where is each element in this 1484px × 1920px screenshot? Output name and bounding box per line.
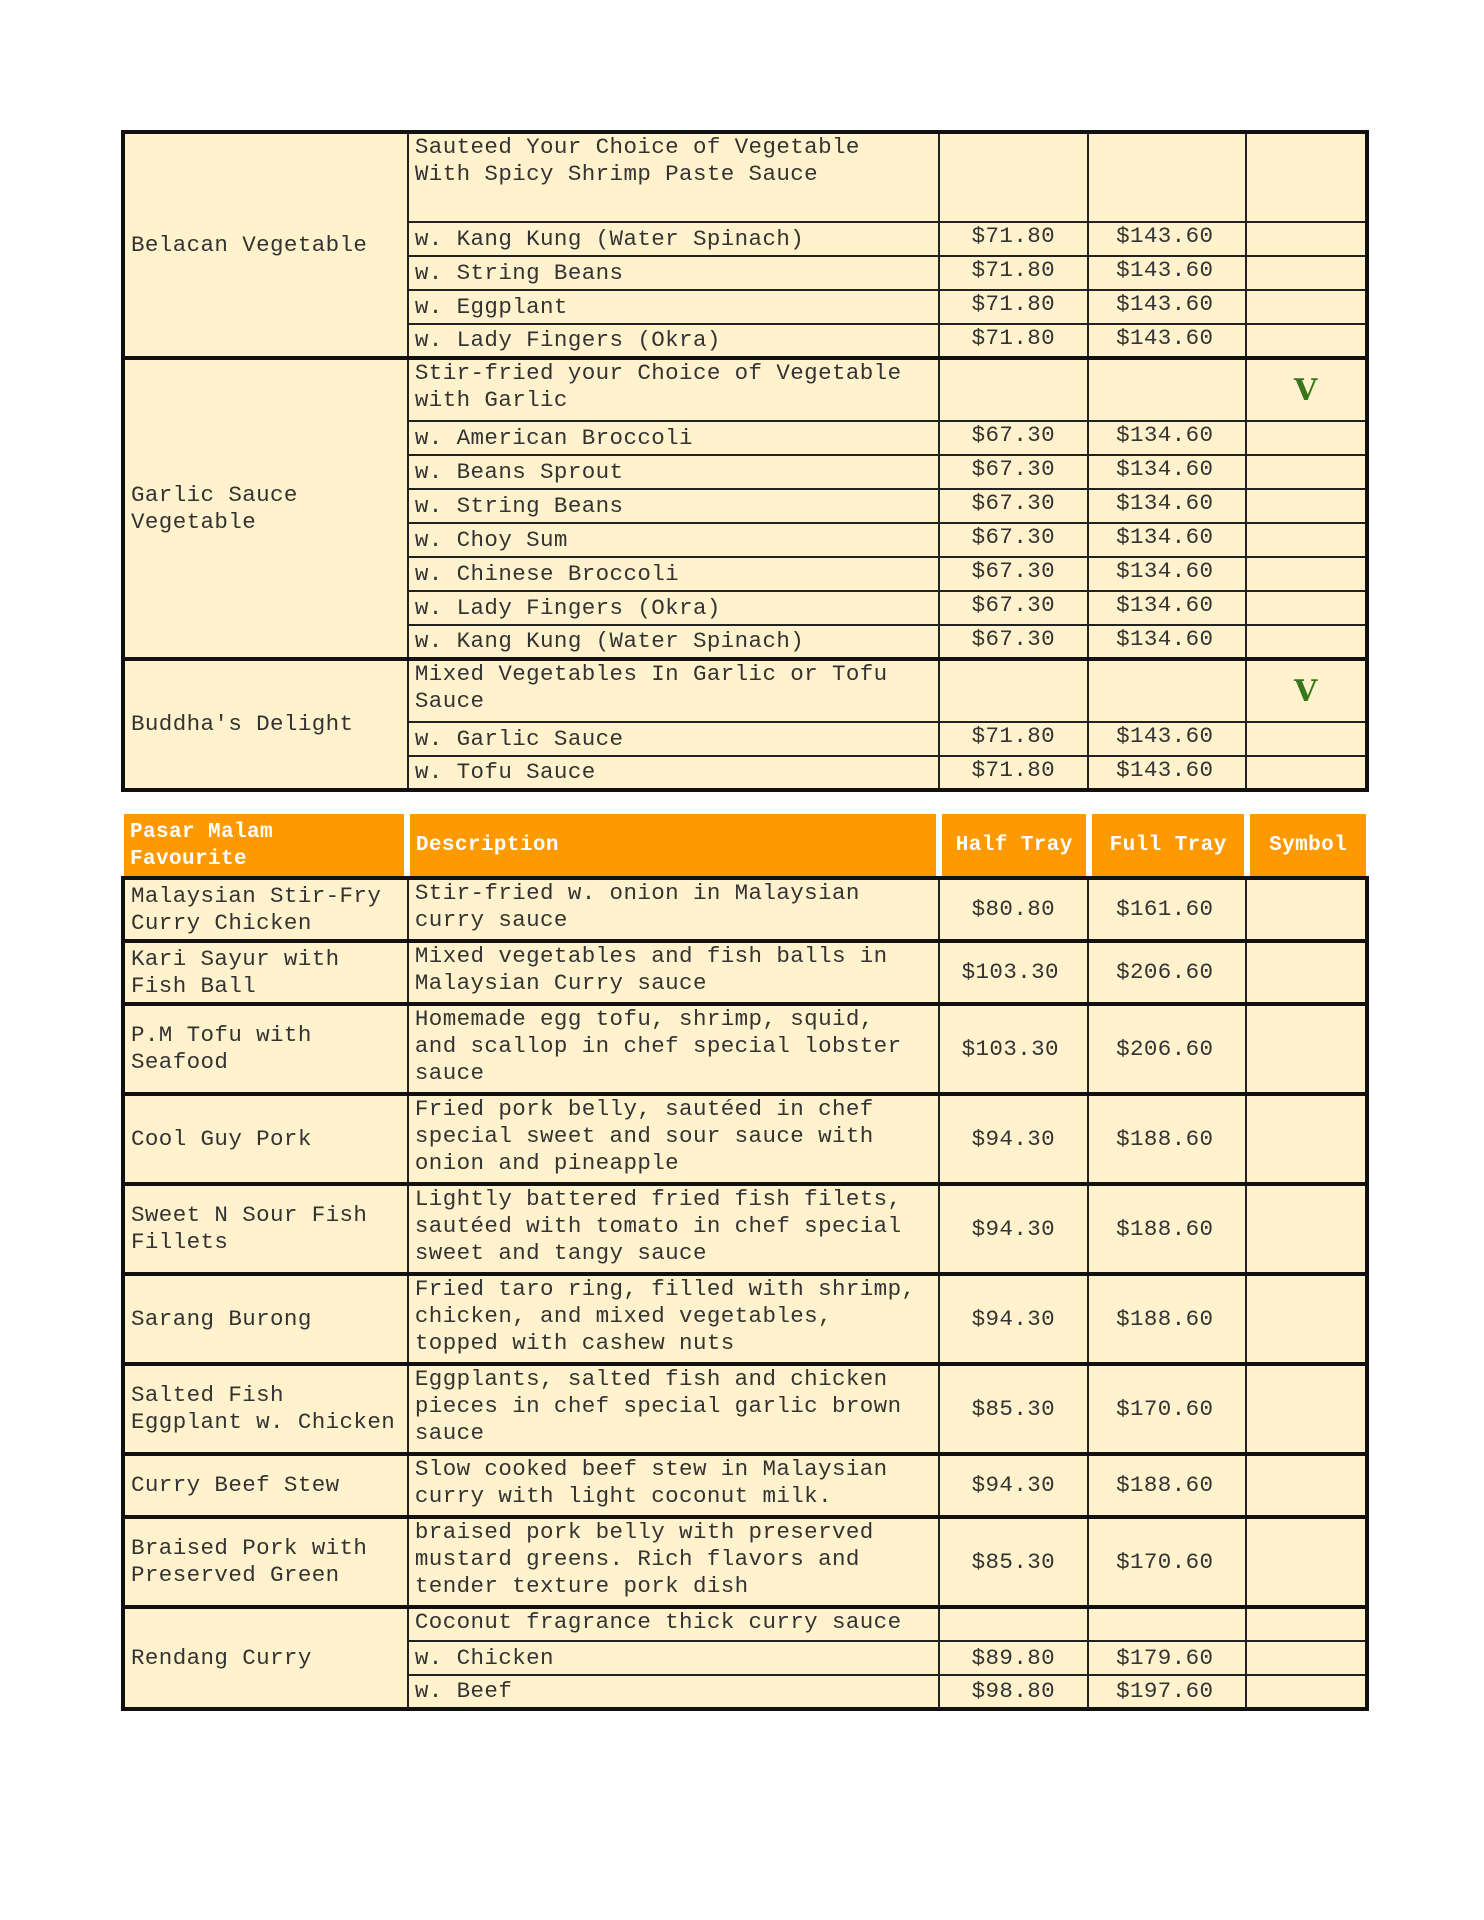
dish-description: Homemade egg tofu, shrimp, squid, and scallop in chef special lobster sauce (408, 1004, 939, 1094)
dish-description: Lightly battered fried fish filets, sautéed with tomato in chef special sweet and tangy sauce (408, 1184, 939, 1274)
half-tray-price: $89.80 (939, 1641, 1088, 1675)
full-tray-price: $197.60 (1088, 1675, 1246, 1709)
dish-name: Rendang Curry (123, 1607, 408, 1709)
pasar-malam-table (121, 876, 1369, 1711)
menu-row (123, 1094, 1367, 1184)
dish-description: Mixed vegetables and fish balls in Malaysian Curry sauce (408, 941, 939, 1004)
full-tray-price: $179.60 (1088, 1641, 1246, 1675)
half-tray-price: $67.30 (939, 455, 1088, 489)
full-tray-price: $188.60 (1088, 1184, 1246, 1274)
dish-name: Belacan Vegetable (123, 132, 408, 358)
half-tray-price: $94.30 (939, 1274, 1088, 1364)
menu-row (123, 1184, 1367, 1274)
option-label: w. String Beans (408, 489, 939, 523)
dish-description: Mixed Vegetables In Garlic or Tofu Sauce (408, 659, 939, 722)
menu-row (123, 659, 1367, 722)
dish-description: Fried pork belly, sautéed in chef special sweet and sour sauce with onion and pineapple (408, 1094, 939, 1184)
half-tray-price: $80.80 (939, 878, 1088, 941)
full-tray-price: $134.60 (1088, 591, 1246, 625)
full-tray-price: $143.60 (1088, 756, 1246, 790)
half-tray-header: Half Tray (939, 814, 1089, 877)
dish-name: Malaysian Stir-Fry Curry Chicken (123, 878, 408, 941)
option-label: w. Chicken (408, 1641, 939, 1675)
option-label: w. Beans Sprout (408, 455, 939, 489)
menu-row (123, 941, 1367, 1004)
dish-description: Stir-fried w. onion in Malaysian curry sauce (408, 878, 939, 941)
dish-name: Braised Pork with Preserved Green (123, 1517, 408, 1607)
symbol-header: Symbol (1247, 814, 1369, 877)
dish-description: Stir-fried your Choice of Vegetable with Garlic (408, 358, 939, 421)
dish-description: Fried taro ring, filled with shrimp, chicken, and mixed vegetables, topped with cashew nuts (408, 1274, 939, 1364)
full-tray-price: $188.60 (1088, 1454, 1246, 1517)
full-tray-price: $143.60 (1088, 324, 1246, 358)
full-tray-header: Full Tray (1089, 814, 1247, 877)
dish-description: Sauteed Your Choice of Vegetable With Spicy Shrimp Paste Sauce (408, 132, 939, 222)
half-tray-price: $85.30 (939, 1364, 1088, 1454)
vegetable-menu-table (121, 130, 1369, 792)
full-tray-price: $143.60 (1088, 290, 1246, 324)
full-tray-price: $188.60 (1088, 1274, 1246, 1364)
option-label: w. Lady Fingers (Okra) (408, 591, 939, 625)
full-tray-price: $134.60 (1088, 421, 1246, 455)
full-tray-price: $143.60 (1088, 722, 1246, 756)
half-tray-price: $94.30 (939, 1454, 1088, 1517)
half-tray-price: $71.80 (939, 256, 1088, 290)
full-tray-price: $206.60 (1088, 941, 1246, 1004)
dish-description: Coconut fragrance thick curry sauce (408, 1607, 939, 1641)
vegetarian-symbol: V (1246, 358, 1367, 421)
option-label: w. Garlic Sauce (408, 722, 939, 756)
half-tray-price: $103.30 (939, 941, 1088, 1004)
menu-row (123, 1454, 1367, 1517)
menu-row (123, 1004, 1367, 1094)
half-tray-price: $94.30 (939, 1184, 1088, 1274)
dish-description: braised pork belly with preserved mustard greens. Rich flavors and tender texture pork dish (408, 1517, 939, 1607)
menu-row (123, 1364, 1367, 1454)
full-tray-price: $170.60 (1088, 1517, 1246, 1607)
option-label: w. String Beans (408, 256, 939, 290)
full-tray-price: $134.60 (1088, 625, 1246, 659)
dish-name: Sweet N Sour Fish Fillets (123, 1184, 408, 1274)
half-tray-price: $98.80 (939, 1675, 1088, 1709)
half-tray-price: $71.80 (939, 290, 1088, 324)
full-tray-price: $206.60 (1088, 1004, 1246, 1094)
dish-symbol (1246, 132, 1367, 222)
half-tray-price: $71.80 (939, 222, 1088, 256)
full-tray-price: $134.60 (1088, 523, 1246, 557)
menu-row (123, 1517, 1367, 1607)
description-header: Description (407, 814, 939, 877)
option-label: w. Kang Kung (Water Spinach) (408, 625, 939, 659)
half-tray-price: $67.30 (939, 625, 1088, 659)
pasar-malam-header (121, 814, 1369, 877)
full-tray-price: $143.60 (1088, 222, 1246, 256)
dish-description: Eggplants, salted fish and chicken pieces in chef special garlic brown sauce (408, 1364, 939, 1454)
full-tray-price: $161.60 (1088, 878, 1246, 941)
option-label: w. Chinese Broccoli (408, 557, 939, 591)
dish-name: Garlic Sauce Vegetable (123, 358, 408, 659)
full-tray-price: $134.60 (1088, 455, 1246, 489)
half-tray-price: $71.80 (939, 756, 1088, 790)
dish-description: Slow cooked beef stew in Malaysian curry with light coconut milk. (408, 1454, 939, 1517)
dish-name: P.M Tofu with Seafood (123, 1004, 408, 1094)
half-tray-price: $85.30 (939, 1517, 1088, 1607)
option-label: w. Lady Fingers (Okra) (408, 324, 939, 358)
half-tray-price: $67.30 (939, 489, 1088, 523)
full-tray-price: $170.60 (1088, 1364, 1246, 1454)
half-tray-price: $103.30 (939, 1004, 1088, 1094)
half-tray-price: $67.30 (939, 523, 1088, 557)
full-tray-price: $134.60 (1088, 557, 1246, 591)
option-label: w. Beef (408, 1675, 939, 1709)
half-tray-price: $71.80 (939, 324, 1088, 358)
dish-name: Kari Sayur with Fish Ball (123, 941, 408, 1004)
full-tray-price: $143.60 (1088, 256, 1246, 290)
half-tray-price: $67.30 (939, 591, 1088, 625)
dish-name: Cool Guy Pork (123, 1094, 408, 1184)
half-tray-price: $94.30 (939, 1094, 1088, 1184)
option-label: w. Kang Kung (Water Spinach) (408, 222, 939, 256)
dish-name: Sarang Burong (123, 1274, 408, 1364)
option-label: w. American Broccoli (408, 421, 939, 455)
dish-name: Curry Beef Stew (123, 1454, 408, 1517)
dish-name: Buddha's Delight (123, 659, 408, 790)
section-title: Pasar Malam Favourite (121, 814, 407, 877)
half-tray-price: $71.80 (939, 722, 1088, 756)
half-tray-price: $67.30 (939, 421, 1088, 455)
option-label: w. Tofu Sauce (408, 756, 939, 790)
dish-name: Salted Fish Eggplant w. Chicken (123, 1364, 408, 1454)
option-label: w. Eggplant (408, 290, 939, 324)
menu-row (123, 1274, 1367, 1364)
vegetarian-symbol: V (1246, 659, 1367, 722)
menu-row (123, 358, 1367, 421)
menu-row (123, 132, 1367, 222)
menu-row (123, 1607, 1367, 1641)
menu-row (123, 878, 1367, 941)
half-tray-price: $67.30 (939, 557, 1088, 591)
full-tray-price: $188.60 (1088, 1094, 1246, 1184)
option-label: w. Choy Sum (408, 523, 939, 557)
full-tray-price: $134.60 (1088, 489, 1246, 523)
